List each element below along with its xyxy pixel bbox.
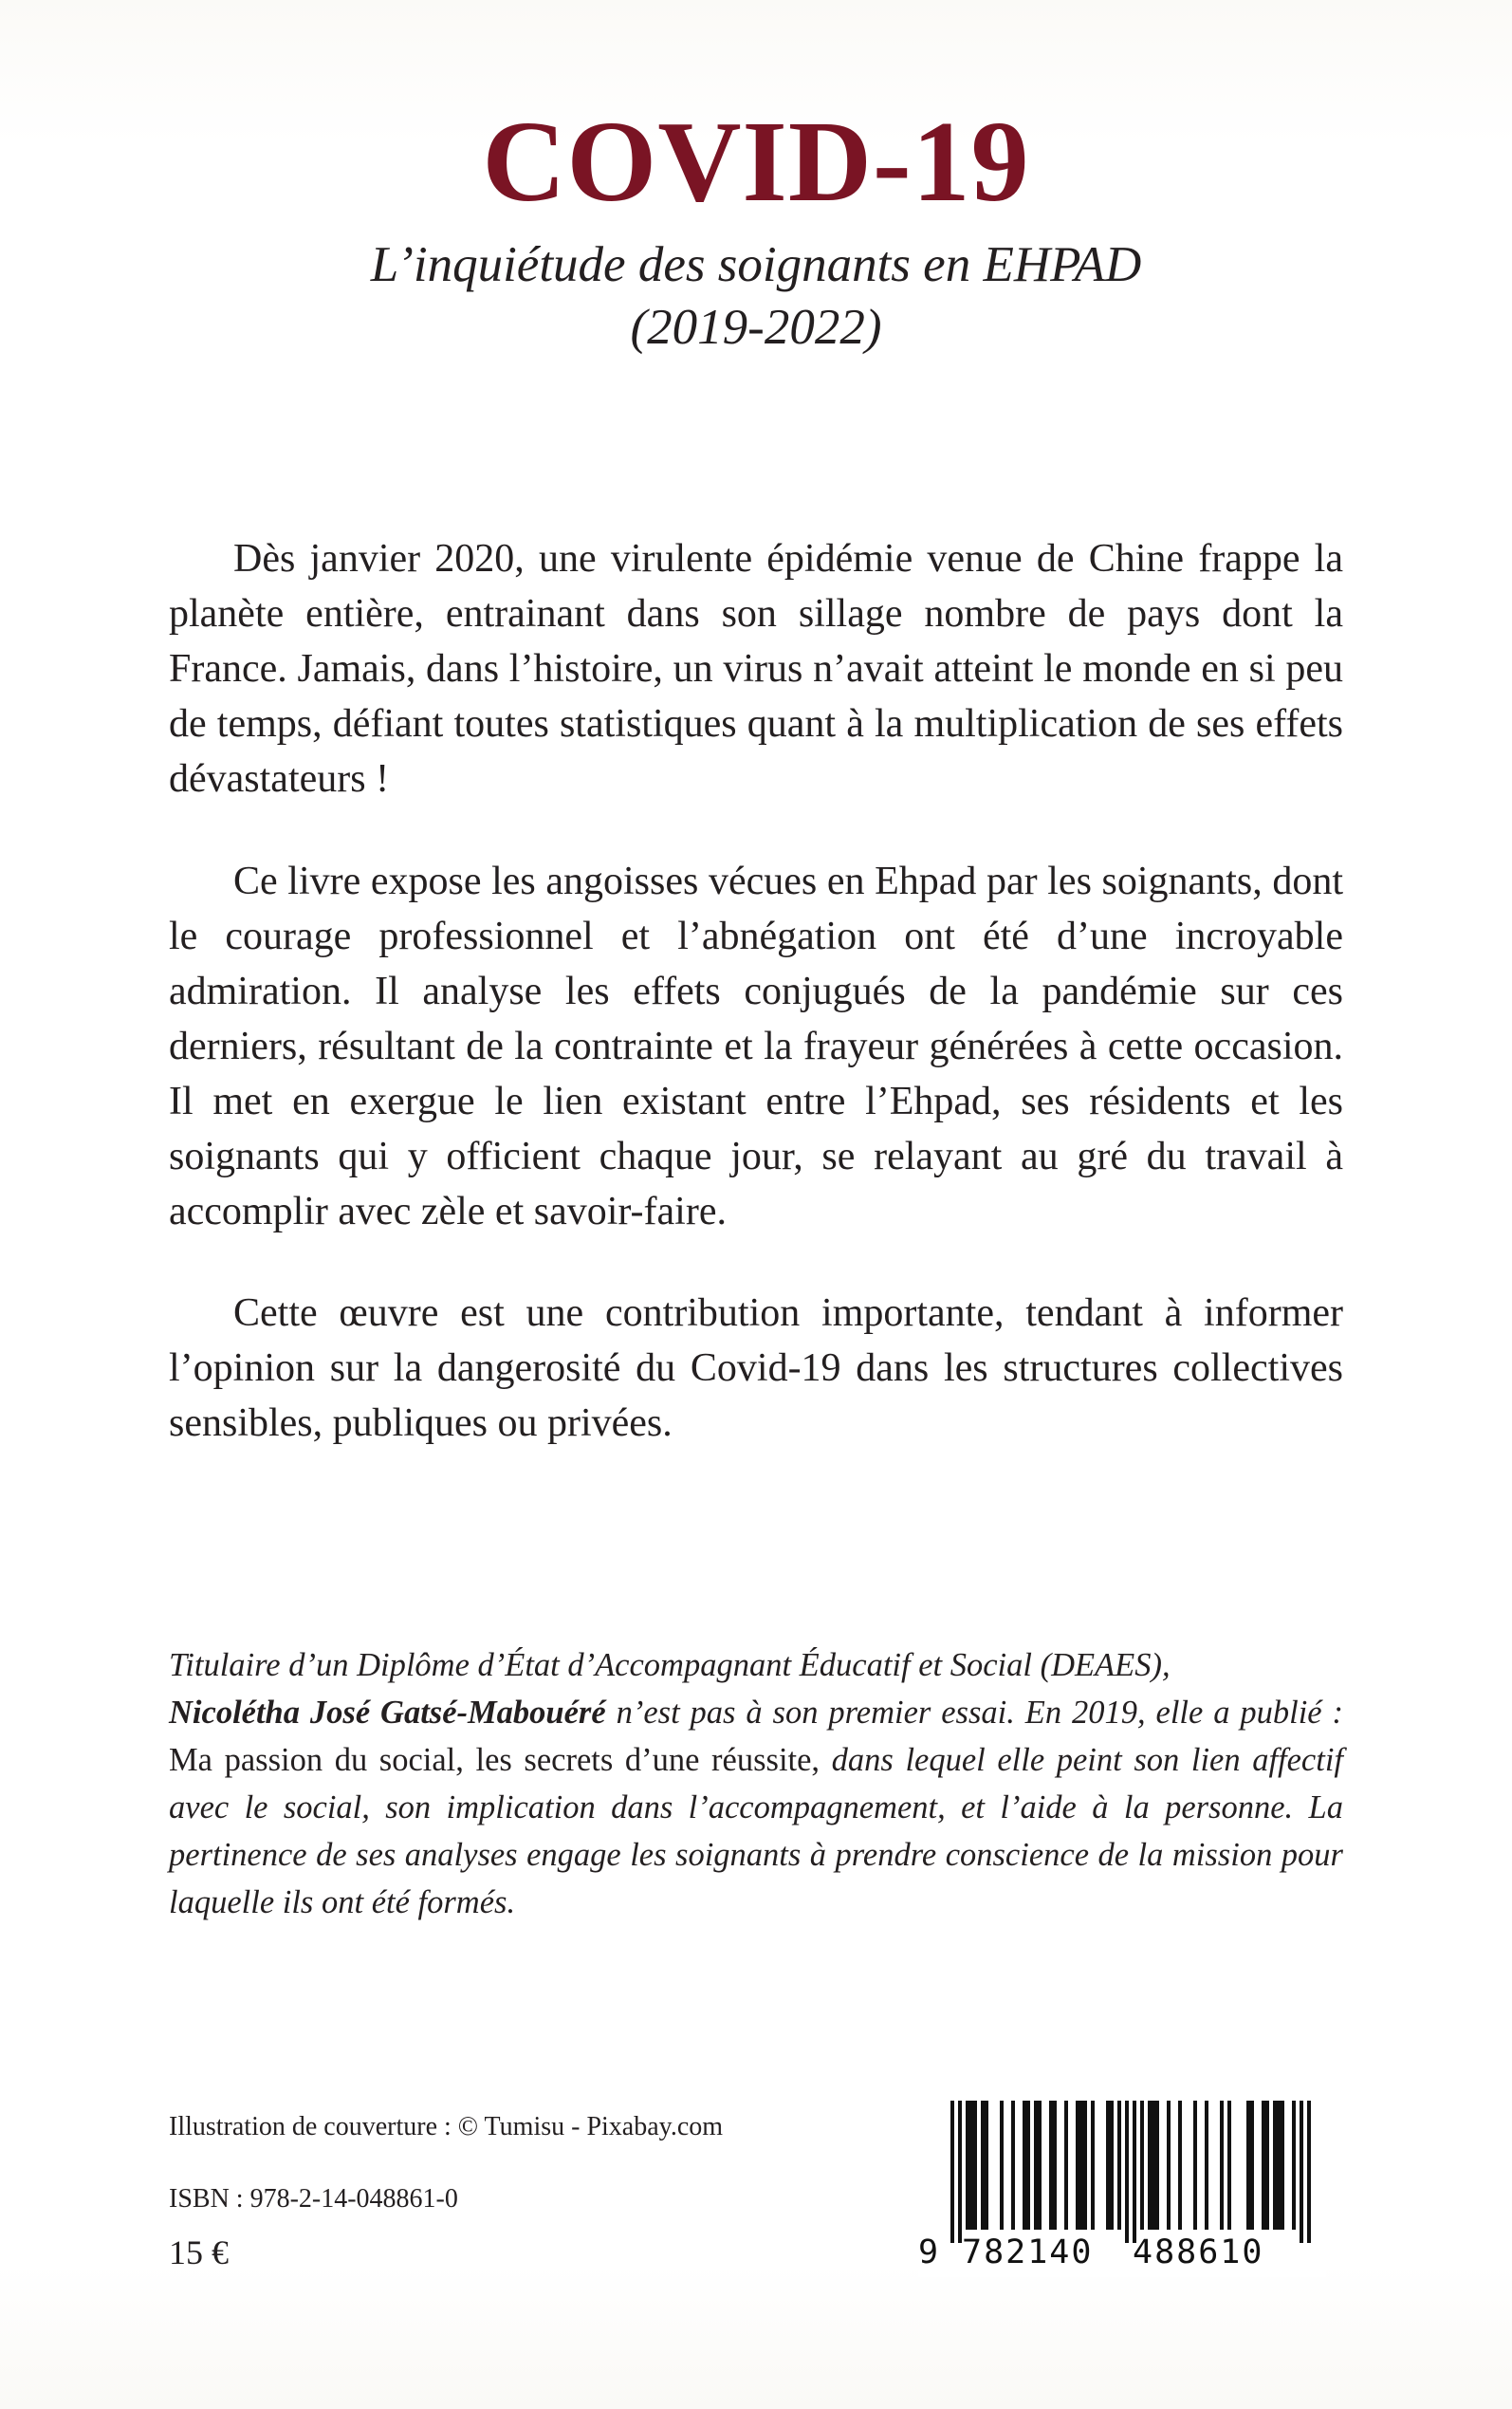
barcode-bar <box>1026 2101 1030 2230</box>
barcode-bar <box>1205 2101 1208 2230</box>
price: 15 € <box>169 2233 229 2271</box>
barcode-bar <box>1265 2101 1269 2230</box>
book-years: (2019-2022) <box>630 300 882 355</box>
barcode-bar <box>1023 2101 1026 2230</box>
barcode-bar <box>1193 2101 1197 2230</box>
barcode-left-group: 782140 <box>962 2233 1094 2271</box>
barcode-bar <box>1300 2101 1303 2243</box>
barcode-first-digit: 9 <box>918 2233 939 2271</box>
barcode-bar <box>1049 2101 1053 2230</box>
barcode-bar <box>1076 2101 1079 2230</box>
barcode-bar <box>1307 2101 1311 2243</box>
author-bio-end: dans lequel elle peint son lien affectif avec le social, son implication dans l’accompagnement, et l’aide à la personne. La pertinence de ses analyses engage les soignants à prendre conscience de la mission pour laquelle ils ont été formés. <box>169 1742 1343 1920</box>
barcode-bar <box>1167 2101 1171 2230</box>
barcode-bar <box>1034 2101 1038 2230</box>
barcode-bar <box>1227 2101 1231 2230</box>
barcode-bar <box>1292 2101 1296 2230</box>
blurb-paragraph-2: Ce livre expose les angoisses vécues en Ehpad par les soignants, dont le courage professionnel et l’abnégation ont été d’une incroyable admiration. Il analyse les effets conjugués de la pandémie sur ces derniers, résultant de la contrainte et la frayeur générées à cette occasion. Il met en exergue le lien existant entre l’Ehpad, ses résidents et les soignants qui y officient chaque jour, se relayant au gré du travail à accomplir avec zèle et savoir-faire. <box>169 860 1343 1233</box>
barcode-bar <box>1053 2101 1057 2230</box>
barcode-right-group: 488610 <box>1133 2233 1264 2271</box>
barcode-bar <box>1106 2101 1110 2230</box>
barcode-bar <box>1155 2101 1159 2230</box>
barcode-digits <box>918 2232 1326 2273</box>
book-title: COVID-19 <box>482 98 1030 226</box>
barcode-bar <box>1178 2101 1182 2230</box>
barcode-bar <box>1246 2101 1250 2230</box>
barcode-bar <box>1148 2101 1152 2230</box>
book-subtitle: L’inquiétude des soignants en EHPAD <box>370 237 1142 292</box>
barcode-bar <box>1140 2101 1144 2230</box>
isbn: ISBN : 978-2-14-048861-0 <box>169 2184 458 2214</box>
barcode-bar <box>1000 2101 1004 2230</box>
barcode-bar <box>1277 2101 1281 2230</box>
barcode-bar <box>1110 2101 1114 2230</box>
barcode-bar <box>985 2101 988 2230</box>
author-bio-intro: Titulaire d’un Diplôme d’État d’Accompagnant Éducatif et Social (DEAES), <box>169 1647 1171 1683</box>
barcode-bar <box>958 2101 962 2243</box>
blurb-paragraph-3: Cette œuvre est une contribution importante, tendant à informer l’opinion sur la dangerosité du Covid-19 dans les structures collectives sensibles, publiques ou privées. <box>169 1291 1343 1445</box>
barcode-bar <box>973 2101 977 2230</box>
barcode-bar <box>1117 2101 1121 2230</box>
barcode-bar <box>1079 2101 1083 2230</box>
author-bio-middle: n’est pas à son premier essai. En 2019, elle a publié : <box>605 1695 1343 1731</box>
barcode-bar <box>1091 2101 1095 2230</box>
barcode-bar <box>1125 2101 1129 2243</box>
barcode-bar <box>1133 2101 1136 2243</box>
barcode-bar <box>1273 2101 1277 2230</box>
barcode-bars <box>928 2101 1317 2243</box>
barcode-bar <box>981 2101 985 2230</box>
author-name: Nicolétha José Gatsé-Mabouéré <box>169 1695 606 1731</box>
barcode-bar <box>1152 2101 1155 2230</box>
blurb-paragraph-1: Dès janvier 2020, une virulente épidémie venue de Chine frappe la planète entière, entrainant dans son sillage nombre de pays dont la France. Jamais, dans l’histoire, un virus n’avait atteint le monde en si peu de temps, défiant toutes statistiques quant à la multiplication de ses effets dévastateurs ! <box>169 537 1343 801</box>
barcode-bar <box>1064 2101 1068 2230</box>
barcode-bar <box>1281 2101 1284 2230</box>
barcode-bar <box>1011 2101 1015 2230</box>
barcode-bar <box>966 2101 969 2230</box>
barcode-bar <box>1220 2101 1224 2230</box>
author-bio <box>169 1641 1343 1926</box>
barcode-bar <box>1083 2101 1087 2230</box>
previous-book-title: Ma passion du social, les secrets d’une réussite, <box>169 1742 821 1778</box>
barcode-bar <box>950 2101 954 2243</box>
isbn-barcode <box>918 2097 1326 2277</box>
barcode-bar <box>969 2101 973 2230</box>
barcode-bar <box>1250 2101 1254 2230</box>
barcode-bar <box>1038 2101 1042 2230</box>
barcode-bar <box>1262 2101 1265 2230</box>
illustration-credit: Illustration de couverture : © Tumisu - Pixabay.com <box>169 2112 724 2141</box>
